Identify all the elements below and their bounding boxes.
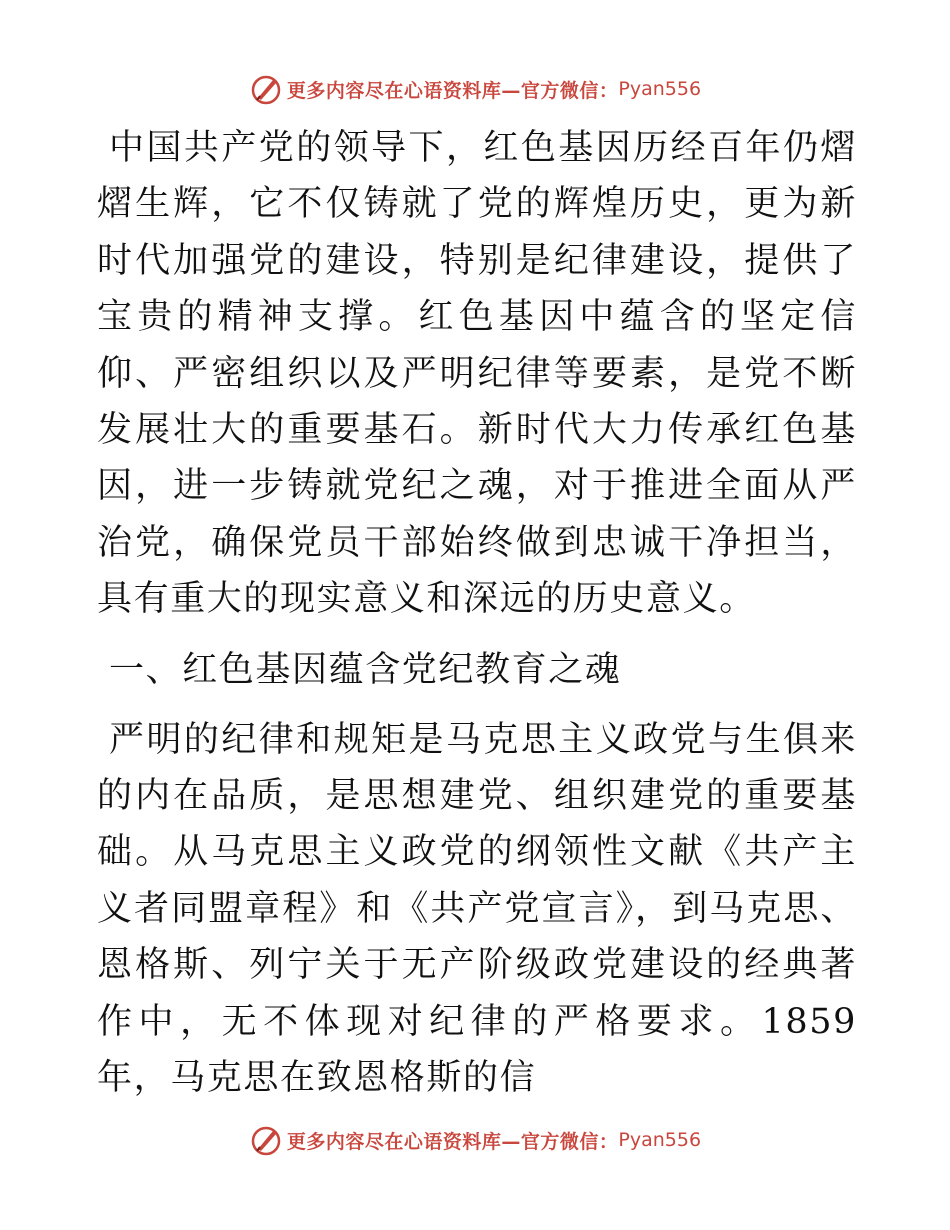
quill-seal-icon — [249, 72, 283, 106]
quill-seal-icon — [249, 1123, 283, 1157]
paragraph-intro: 中国共产党的领导下，红色基因历经百年仍熠熠生辉，它不仅铸就了党的辉煌历史，更为新时代加强党的建设，特别是纪律建设，提供了宝贵的精神支撑。红色基因中蕴含的坚定信仰、严密组织以及严明纪律等要素，是党不断发展壮大的重要基石。新时代大力传承红色基因，进一步铸就党纪之魂，对于推进全面从严治党，确保党员干部始终做到忠诚干净担当，具有重大的现实意义和深远的历史意义。 — [97, 128, 857, 620]
watermark-wechat-id: Pyan556 — [618, 1129, 702, 1151]
footer-watermark — [0, 1123, 950, 1157]
document-body — [97, 120, 857, 1107]
paragraph-discipline: 严明的纪律和规矩是马克思主义政党与生俱来的内在品质，是思想建党、组织建党的重要基础。从马克思主义政党的纲领性文献《共产主义者同盟章程》和《共产党宣言》，到马克思、恩格斯、列宁关于无产阶级政党建设的经典著作中，无不体现对纪律的严格要求。1859 年，马克思在致恩格斯的信 — [97, 719, 857, 1099]
section-heading: 一、红色基因蕴含党纪教育之魂 — [109, 649, 622, 690]
header-watermark — [0, 72, 950, 106]
watermark-text: 更多内容尽在心语资料库—官方微信： — [286, 1130, 619, 1153]
watermark-wechat-id: Pyan556 — [618, 78, 702, 100]
watermark-text: 更多内容尽在心语资料库—官方微信： — [286, 79, 619, 102]
